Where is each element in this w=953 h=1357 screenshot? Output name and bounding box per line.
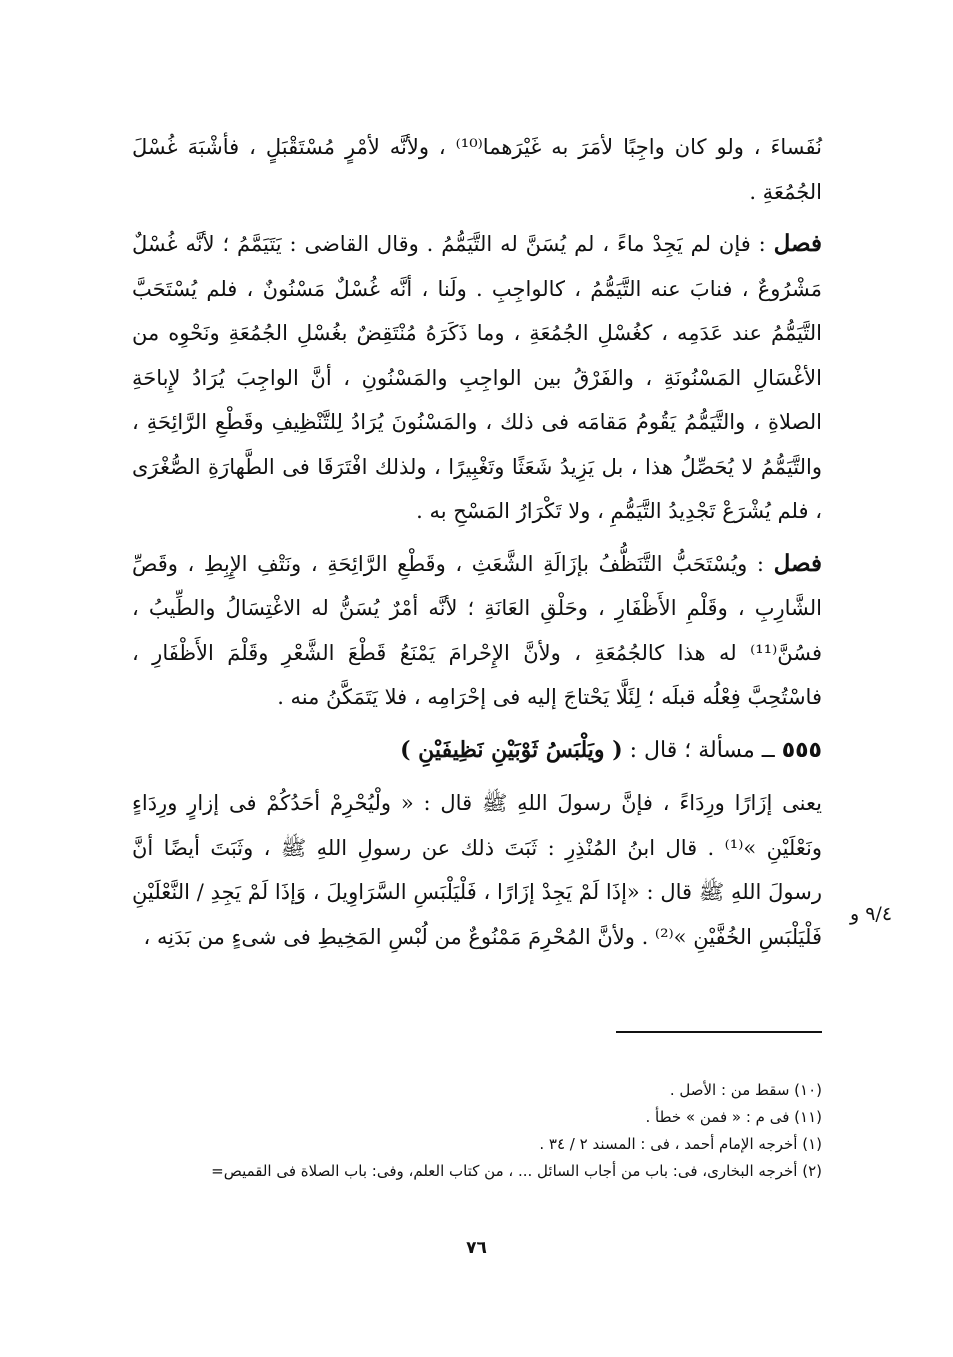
footnote-divider xyxy=(616,1031,822,1033)
footnote-item: (١) أخرجه الإمام أحمد ، فى : المسند ٢ / ٣٤ . xyxy=(539,1135,822,1153)
main-text xyxy=(132,125,822,959)
paragraph-continuation xyxy=(132,125,822,214)
paragraph-text: نُفَساءَ ، ولو كان واجِبًا لأمَرَ به غَيْرَهما⁽¹⁰⁾ ، ولأنَّه لأمْرٍ مُسْتَقْبَلٍ ، فأشْبَهَ غُسْلَ الجُمُعَةِ . xyxy=(132,135,822,204)
issue-number: ٥٥٥ xyxy=(781,737,822,763)
footnote-item: (١٠) سقط من : الأصل . xyxy=(669,1081,822,1099)
issue-heading xyxy=(132,728,822,774)
page-number: ٧٦ xyxy=(466,1238,487,1258)
section-heading-fasl: فصل xyxy=(773,230,822,257)
paragraph-cleanliness xyxy=(132,542,822,720)
footnote-item: (١١) فى م : « فمن » خطأ . xyxy=(645,1108,822,1126)
footnotes xyxy=(132,1077,822,1185)
paragraph-text: : ويُسْتَحَبُّ التَّنَظُّفُ بإزَالَةِ الشَّعَثِ ، وقَطْعِ الرَّائِحَةِ ، ونَتْفِ الإِبِطِ ، وقَصِّ الشَّارِبِ ، وقَلْمِ الأَظْفَارِ ، وحَلْقِ العَانَةِ ؛ لأنَّه أمْرٌ يُسَنُّ له الاغْتِسَالُ والطِّيبُ ، فسُنَّ⁽¹¹⁾ له هذا كالجُمُعَةِ ، ولأنَّ الإِحْرامَ يَمْنَعُ قَطْعَ الشَّعْرِ وقَلْمَ الأَظْفَارِ ، فاسْتُحِبَّ فِعْلُه قبلَه ؛ لِئَلَّا يَحْتاجَ إليه فى إحْرَامِه ، فلا يَتَمَكَّنُ منه . xyxy=(132,551,822,709)
paragraph-tayammum xyxy=(132,222,822,534)
issue-quote: ( ويَلْبَسُ ثَوْبَيْنِ نَظِيفَيْنِ ) xyxy=(400,736,623,763)
paragraph-text: : فإن لم يَجِدْ ماءً ، لم يُسَنَّ له التَّيَمُّمُ . وقال القاضى : يَتَيَمَّمُ ؛ لأنَّه غُسْلٌ مَشْرُوعٌ ، فنابَ عنه التَّيَمُّمُ ، كالواجِبِ . ولَنا ، أنَّه غُسْلٌ مَسْنُونٌ ، فلم يُسْتَحَبَّ التَّيَمُّمُ عند عَدَمِه ، كغُسْلِ الجُمُعَةِ ، وما ذَكَرَهُ مُنْتَقِضٌ بغُسْلِ الجُمُعَةِ ونَحْوِه من الأغْسَالِ المَسْنُونَةِ ، والفَرْقُ بين الواجِبِ والمَسْنُونِ ، أنَّ الواجِبَ يُرَادُ لإِباحَةِ الصلاةِ ، والتَّيَمُّمُ يَقُومُ مَقامَه فى ذلك ، والمَسْنُونَ يُرَادُ لِلتَّنْظِيفِ وقَطْعِ الرَّائِحَةِ ، والتَّيَمُّمُ لا يُحَصِّلُ هذا ، بل يَزِيدُ شَعَثًا وتَغْبِيرًا ، ولذلك افْتَرَقَا فى الطَّهارَةِ الصُّغْرَى ، فلم يُشْرَعْ تَجْدِيدُ التَّيَمُّمِ ، ولا تَكْرَارُ المَسْحِ به . xyxy=(132,232,822,523)
footnote-item: (٢) أخرجه البخارى، فى: باب من أجاب السائل ... ، من كتاب العلم، وفى: باب الصلاة فى القميص= xyxy=(211,1162,822,1180)
issue-label: ــ مسألة ؛ قال : xyxy=(629,737,775,763)
paragraph-issue-explanation xyxy=(132,781,822,959)
margin-folio-note: ٩/٤ و xyxy=(850,903,893,925)
section-heading-fasl: فصل xyxy=(773,549,822,577)
paragraph-text: يعنى إزَارًا ورِدَاءً ، فإنَّ رسولَ اللهِ ﷺ قال : « ولْيُحْرِمْ أحَدُكُمْ فى إزارٍ ورِدَاءٍ ونَعْلَيْنِ »⁽¹⁾ . قال ابنُ المُنْذِرِ : ثَبَتَ ذلك عن رسولِ اللهِ ﷺ ، وثَبَتَ أيضًا أنَّ رسولَ اللهِ ﷺ قال : «إذَا لَمْ يَجِدْ إزَارًا ، فَلْيَلْبَسِ السَّرَاوِيلَ ، وَإذَا لَمْ يَجِدِ / النَّعْلَيْنِ فَلْيَلْبَسِ الخُفَّيْنِ »⁽²⁾ . ولأنَّ المُحْرِمَ مَمْنُوعٌ من لُبْسِ المَخِيطِ فى شىءٍ من بَدَنِه ، xyxy=(132,791,822,949)
